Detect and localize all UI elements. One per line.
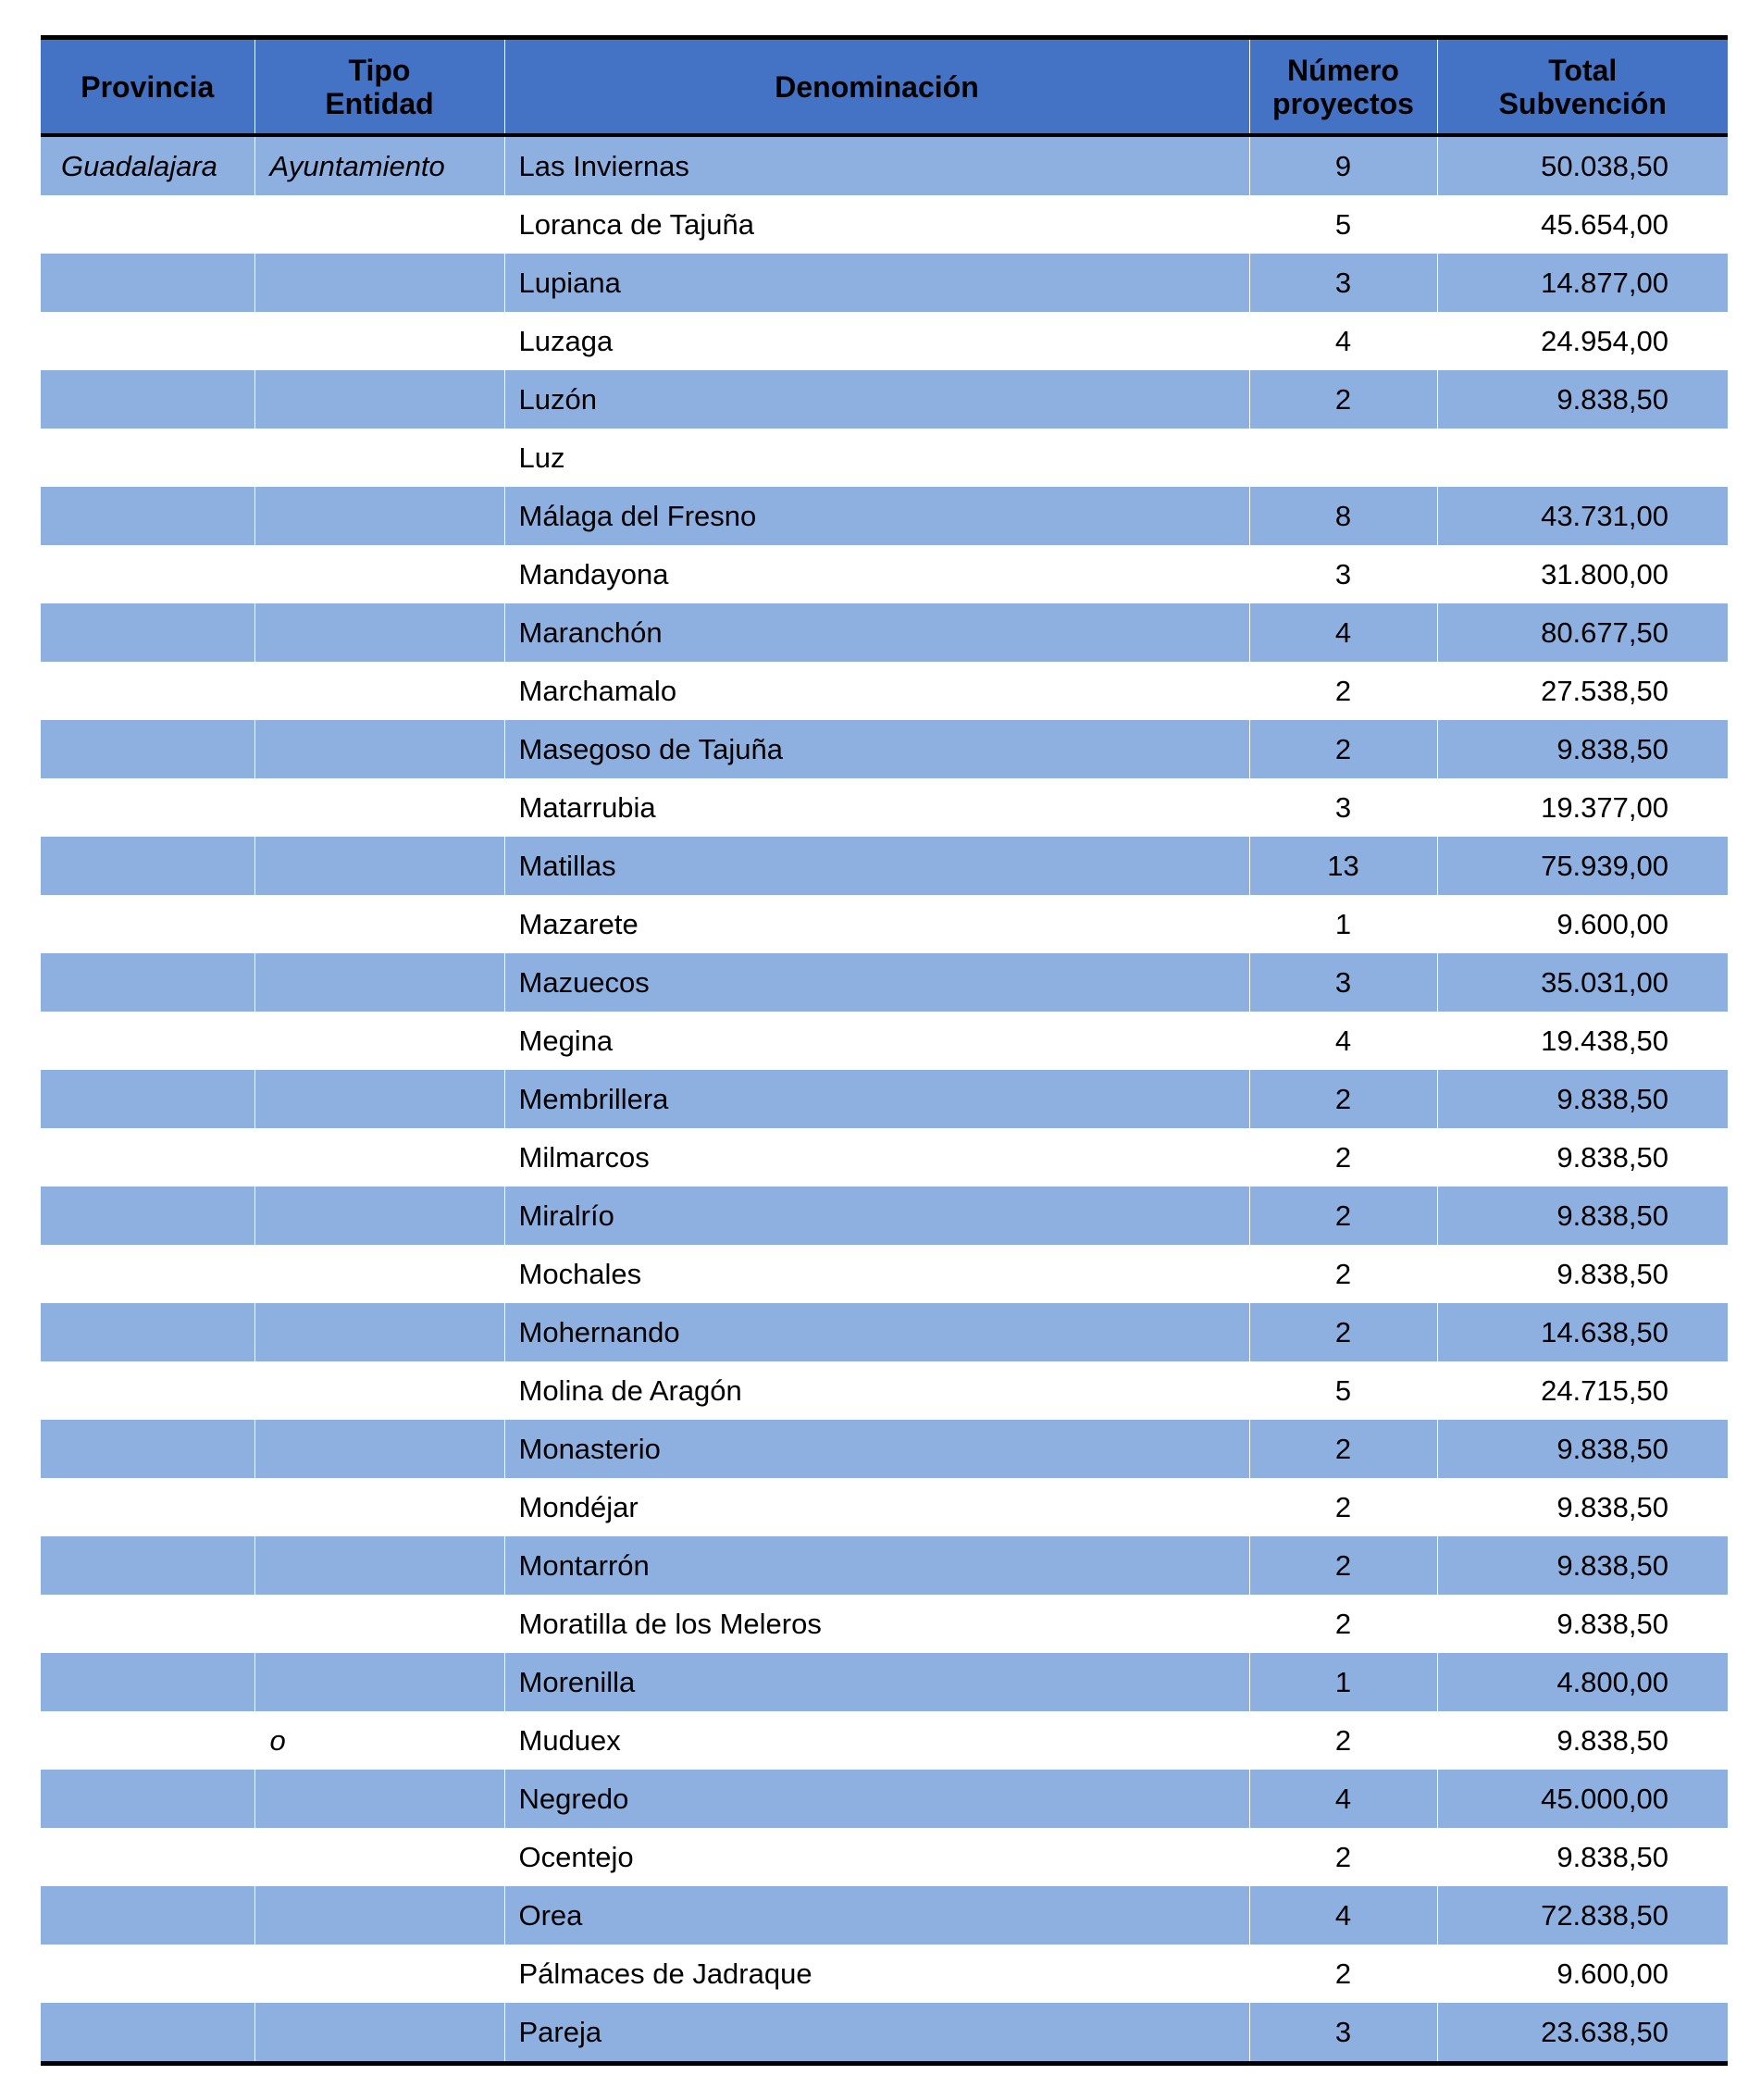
cell-denominacion: Luzón	[504, 370, 1249, 429]
cell-denominacion: Milmarcos	[504, 1128, 1249, 1187]
cell-tipo-entidad	[254, 1770, 504, 1828]
cell-tipo-entidad	[254, 312, 504, 370]
cell-numero-proyectos: 5	[1249, 195, 1437, 254]
cell-numero-proyectos: 2	[1249, 1945, 1437, 2003]
cell-total-subvencion	[1437, 429, 1728, 487]
cell-numero-proyectos: 1	[1249, 1653, 1437, 1711]
cell-denominacion: Luzaga	[504, 312, 1249, 370]
table-row	[41, 1012, 1728, 1070]
cell-total-subvencion: 43.731,00	[1437, 487, 1728, 545]
header-denominacion: Denominación	[504, 40, 1249, 135]
cell-numero-proyectos: 3	[1249, 254, 1437, 312]
cell-denominacion: Muduex	[504, 1711, 1249, 1770]
cell-numero-proyectos: 2	[1249, 1595, 1437, 1653]
cell-denominacion: Ocentejo	[504, 1828, 1249, 1886]
table-row	[41, 1770, 1728, 1828]
cell-total-subvencion: 31.800,00	[1437, 545, 1728, 603]
cell-provincia	[41, 895, 254, 953]
cell-numero-proyectos: 3	[1249, 545, 1437, 603]
cell-numero-proyectos: 1	[1249, 895, 1437, 953]
table-row	[41, 1595, 1728, 1653]
cell-denominacion: Pareja	[504, 2003, 1249, 2061]
cell-provincia	[41, 1536, 254, 1595]
cell-provincia	[41, 837, 254, 895]
table-row	[41, 778, 1728, 837]
cell-total-subvencion: 45.000,00	[1437, 1770, 1728, 1828]
table-row	[41, 1653, 1728, 1711]
cell-total-subvencion: 24.954,00	[1437, 312, 1728, 370]
cell-tipo-entidad	[254, 1945, 504, 2003]
cell-provincia	[41, 778, 254, 837]
cell-total-subvencion: 9.838,50	[1437, 1070, 1728, 1128]
cell-numero-proyectos: 3	[1249, 2003, 1437, 2061]
cell-denominacion: Megina	[504, 1012, 1249, 1070]
cell-tipo-entidad	[254, 254, 504, 312]
cell-provincia	[41, 603, 254, 662]
cell-total-subvencion: 9.838,50	[1437, 1187, 1728, 1245]
cell-tipo-entidad	[254, 1012, 504, 1070]
cell-tipo-entidad	[254, 662, 504, 720]
cell-denominacion: Matillas	[504, 837, 1249, 895]
cell-denominacion: Mazarete	[504, 895, 1249, 953]
cell-provincia	[41, 720, 254, 778]
cell-total-subvencion: 9.838,50	[1437, 720, 1728, 778]
cell-denominacion: Mondéjar	[504, 1478, 1249, 1536]
cell-provincia	[41, 312, 254, 370]
cell-provincia	[41, 662, 254, 720]
cell-tipo-entidad: o	[254, 1711, 504, 1770]
cell-total-subvencion: 9.838,50	[1437, 1711, 1728, 1770]
cell-tipo-entidad	[254, 1187, 504, 1245]
cell-numero-proyectos: 2	[1249, 1478, 1437, 1536]
cell-tipo-entidad	[254, 429, 504, 487]
cell-tipo-entidad	[254, 1070, 504, 1128]
cell-denominacion: Morenilla	[504, 1653, 1249, 1711]
cell-total-subvencion: 9.838,50	[1437, 1595, 1728, 1653]
cell-tipo-entidad	[254, 953, 504, 1012]
cell-numero-proyectos: 2	[1249, 1128, 1437, 1187]
cell-numero-proyectos: 13	[1249, 837, 1437, 895]
cell-provincia	[41, 1770, 254, 1828]
cell-total-subvencion: 24.715,50	[1437, 1361, 1728, 1420]
cell-denominacion: Las Inviernas	[504, 135, 1249, 195]
cell-provincia	[41, 1070, 254, 1128]
cell-denominacion: Mazuecos	[504, 953, 1249, 1012]
cell-tipo-entidad	[254, 1245, 504, 1303]
table-row	[41, 1420, 1728, 1478]
table-row	[41, 662, 1728, 720]
cell-numero-proyectos: 3	[1249, 953, 1437, 1012]
cell-numero-proyectos: 2	[1249, 370, 1437, 429]
subvenciones-table-container	[41, 35, 1728, 2066]
cell-numero-proyectos: 2	[1249, 1187, 1437, 1245]
table-row	[41, 1245, 1728, 1303]
cell-provincia	[41, 195, 254, 254]
cell-provincia	[41, 953, 254, 1012]
cell-denominacion: Miralrío	[504, 1187, 1249, 1245]
table-row	[41, 1886, 1728, 1945]
cell-denominacion: Loranca de Tajuña	[504, 195, 1249, 254]
cell-numero-proyectos: 4	[1249, 1886, 1437, 1945]
cell-numero-proyectos: 3	[1249, 778, 1437, 837]
cell-total-subvencion: 80.677,50	[1437, 603, 1728, 662]
cell-denominacion: Orea	[504, 1886, 1249, 1945]
cell-provincia	[41, 1478, 254, 1536]
cell-numero-proyectos: 2	[1249, 1711, 1437, 1770]
cell-denominacion: Luz	[504, 429, 1249, 487]
cell-provincia	[41, 1828, 254, 1886]
cell-denominacion: Molina de Aragón	[504, 1361, 1249, 1420]
cell-numero-proyectos: 4	[1249, 1012, 1437, 1070]
cell-provincia	[41, 1361, 254, 1420]
cell-denominacion: Mohernando	[504, 1303, 1249, 1361]
cell-total-subvencion: 14.638,50	[1437, 1303, 1728, 1361]
table-body	[41, 135, 1728, 2061]
cell-total-subvencion: 4.800,00	[1437, 1653, 1728, 1711]
cell-total-subvencion: 19.438,50	[1437, 1012, 1728, 1070]
cell-total-subvencion: 9.838,50	[1437, 1536, 1728, 1595]
cell-numero-proyectos	[1249, 429, 1437, 487]
cell-tipo-entidad	[254, 603, 504, 662]
cell-provincia	[41, 1245, 254, 1303]
cell-numero-proyectos: 2	[1249, 662, 1437, 720]
cell-provincia	[41, 1595, 254, 1653]
table-row	[41, 312, 1728, 370]
header-provincia: Provincia	[41, 40, 254, 135]
cell-tipo-entidad	[254, 1303, 504, 1361]
cell-total-subvencion: 9.838,50	[1437, 1420, 1728, 1478]
table-row	[41, 1478, 1728, 1536]
cell-numero-proyectos: 2	[1249, 1828, 1437, 1886]
cell-total-subvencion: 9.838,50	[1437, 370, 1728, 429]
cell-provincia	[41, 1653, 254, 1711]
table-row	[41, 1828, 1728, 1886]
cell-tipo-entidad	[254, 1420, 504, 1478]
cell-total-subvencion: 9.838,50	[1437, 1478, 1728, 1536]
cell-tipo-entidad	[254, 2003, 504, 2061]
cell-provincia	[41, 1012, 254, 1070]
cell-tipo-entidad	[254, 895, 504, 953]
cell-total-subvencion: 45.654,00	[1437, 195, 1728, 254]
table-row	[41, 720, 1728, 778]
cell-total-subvencion: 14.877,00	[1437, 254, 1728, 312]
cell-provincia	[41, 370, 254, 429]
table-row	[41, 603, 1728, 662]
table-row	[41, 545, 1728, 603]
table-bottom-rule	[41, 2061, 1728, 2066]
table-row	[41, 1711, 1728, 1770]
cell-provincia	[41, 1303, 254, 1361]
table-row	[41, 837, 1728, 895]
cell-total-subvencion: 75.939,00	[1437, 837, 1728, 895]
cell-tipo-entidad	[254, 720, 504, 778]
cell-total-subvencion: 9.838,50	[1437, 1245, 1728, 1303]
cell-tipo-entidad	[254, 1886, 504, 1945]
cell-tipo-entidad	[254, 545, 504, 603]
cell-numero-proyectos: 9	[1249, 135, 1437, 195]
cell-numero-proyectos: 2	[1249, 720, 1437, 778]
table-header-row	[41, 40, 1728, 135]
table-row	[41, 1361, 1728, 1420]
cell-tipo-entidad	[254, 1595, 504, 1653]
cell-denominacion: Pálmaces de Jadraque	[504, 1945, 1249, 2003]
table-row	[41, 135, 1728, 195]
cell-total-subvencion: 72.838,50	[1437, 1886, 1728, 1945]
cell-denominacion: Montarrón	[504, 1536, 1249, 1595]
table-row	[41, 1536, 1728, 1595]
cell-provincia	[41, 487, 254, 545]
table-row	[41, 1945, 1728, 2003]
cell-provincia	[41, 429, 254, 487]
cell-denominacion: Matarrubia	[504, 778, 1249, 837]
cell-tipo-entidad: Ayuntamiento	[254, 135, 504, 195]
cell-provincia: Guadalajara	[41, 135, 254, 195]
table-row	[41, 487, 1728, 545]
cell-provincia	[41, 1187, 254, 1245]
cell-provincia	[41, 1711, 254, 1770]
cell-tipo-entidad	[254, 1128, 504, 1187]
table-row	[41, 429, 1728, 487]
cell-denominacion: Marchamalo	[504, 662, 1249, 720]
cell-denominacion: Mandayona	[504, 545, 1249, 603]
cell-provincia	[41, 1420, 254, 1478]
cell-tipo-entidad	[254, 1653, 504, 1711]
cell-numero-proyectos: 4	[1249, 603, 1437, 662]
cell-numero-proyectos: 2	[1249, 1245, 1437, 1303]
cell-total-subvencion: 50.038,50	[1437, 135, 1728, 195]
cell-denominacion: Monasterio	[504, 1420, 1249, 1478]
cell-denominacion: Membrillera	[504, 1070, 1249, 1128]
table-row	[41, 195, 1728, 254]
header-numero-proyectos: Número proyectos	[1249, 40, 1437, 135]
cell-tipo-entidad	[254, 195, 504, 254]
table-row	[41, 2003, 1728, 2061]
cell-provincia	[41, 2003, 254, 2061]
cell-denominacion: Málaga del Fresno	[504, 487, 1249, 545]
cell-provincia	[41, 1945, 254, 2003]
cell-denominacion: Masegoso de Tajuña	[504, 720, 1249, 778]
cell-numero-proyectos: 2	[1249, 1536, 1437, 1595]
cell-tipo-entidad	[254, 837, 504, 895]
cell-numero-proyectos: 8	[1249, 487, 1437, 545]
table-row	[41, 370, 1728, 429]
cell-total-subvencion: 9.600,00	[1437, 1945, 1728, 2003]
cell-provincia	[41, 254, 254, 312]
table-row	[41, 953, 1728, 1012]
cell-total-subvencion: 9.600,00	[1437, 895, 1728, 953]
subvenciones-table	[41, 40, 1728, 2061]
cell-denominacion: Maranchón	[504, 603, 1249, 662]
table-row	[41, 895, 1728, 953]
cell-total-subvencion: 19.377,00	[1437, 778, 1728, 837]
table-row	[41, 254, 1728, 312]
cell-tipo-entidad	[254, 487, 504, 545]
table-row	[41, 1187, 1728, 1245]
cell-total-subvencion: 23.638,50	[1437, 2003, 1728, 2061]
cell-total-subvencion: 9.838,50	[1437, 1128, 1728, 1187]
cell-denominacion: Lupiana	[504, 254, 1249, 312]
cell-numero-proyectos: 5	[1249, 1361, 1437, 1420]
cell-tipo-entidad	[254, 1478, 504, 1536]
cell-tipo-entidad	[254, 1536, 504, 1595]
header-total-subvencion: Total Subvención	[1437, 40, 1728, 135]
cell-total-subvencion: 35.031,00	[1437, 953, 1728, 1012]
header-tipo-entidad: Tipo Entidad	[254, 40, 504, 135]
cell-tipo-entidad	[254, 1361, 504, 1420]
table-row	[41, 1128, 1728, 1187]
cell-tipo-entidad	[254, 1828, 504, 1886]
table-row	[41, 1070, 1728, 1128]
cell-numero-proyectos: 2	[1249, 1303, 1437, 1361]
cell-denominacion: Negredo	[504, 1770, 1249, 1828]
cell-provincia	[41, 1128, 254, 1187]
cell-numero-proyectos: 2	[1249, 1420, 1437, 1478]
cell-numero-proyectos: 2	[1249, 1070, 1437, 1128]
cell-tipo-entidad	[254, 370, 504, 429]
cell-numero-proyectos: 4	[1249, 1770, 1437, 1828]
cell-denominacion: Moratilla de los Meleros	[504, 1595, 1249, 1653]
cell-provincia	[41, 1886, 254, 1945]
cell-total-subvencion: 9.838,50	[1437, 1828, 1728, 1886]
cell-numero-proyectos: 4	[1249, 312, 1437, 370]
cell-tipo-entidad	[254, 778, 504, 837]
table-row	[41, 1303, 1728, 1361]
cell-provincia	[41, 545, 254, 603]
cell-denominacion: Mochales	[504, 1245, 1249, 1303]
cell-total-subvencion: 27.538,50	[1437, 662, 1728, 720]
